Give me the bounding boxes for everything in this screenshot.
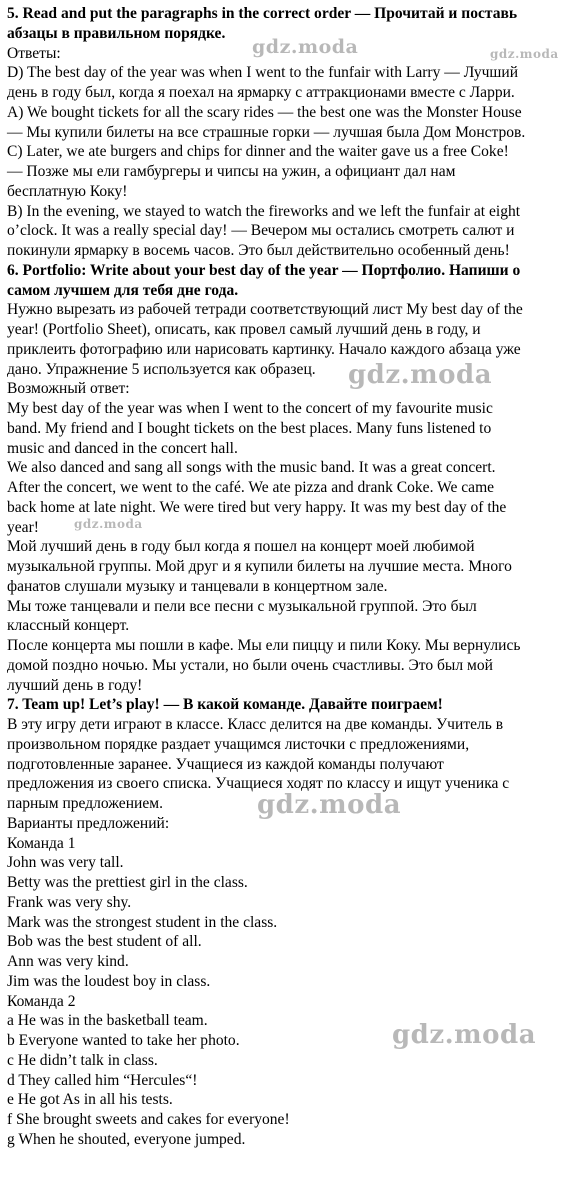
text-line: Ann was very kind. [7, 953, 129, 970]
text-line: music and danced in the concert hall. [7, 439, 238, 457]
text-line: We also danced and sang all songs with the music band. It was a great concert. [7, 459, 496, 477]
text-line: В эту игру дети играют в классе. Класс делится на две команды. Учитель в [7, 716, 504, 733]
section-heading-line: 6. Portfolio: Write about your best day of the year — Портфолио. Напиши о [7, 261, 521, 279]
text-line: e He got As in all his tests. [7, 1091, 173, 1109]
text-line: покинули ярмарку в восемь часов. Это был действительно особенный день! [7, 242, 510, 259]
text-line: Мы тоже танцевали и пели все песни с музыкальной группой. Это был [7, 597, 477, 615]
watermark: gdz.moda [257, 790, 402, 820]
text-line: Ответы: [7, 44, 61, 62]
section-heading-line: 5. Read and put the paragraphs in the correct order — Прочитай и поставь [7, 5, 518, 22]
text-line: My best day of the year was when I went to the concert of my favourite music [7, 400, 493, 417]
text-line: Betty was the prettiest girl in the class. [7, 874, 248, 891]
text-line: фанатов слушали музыку и танцевали в концертном зале. [7, 577, 388, 595]
section-heading-line: самом лучшем для тебя дне года. [7, 281, 239, 299]
text-line: year! [7, 518, 39, 536]
text-line: музыкальной группы. Мой друг и я купили билеты на лучшие места. Много [7, 558, 512, 575]
text-line: дано. Упражнение 5 используется как образец. [7, 360, 316, 378]
text-line: домой поздно ночью. Мы устали, но были очень счастливы. Это был мой [7, 656, 493, 674]
text-line: бесплатную Коку! [7, 182, 128, 200]
text-line: Возможный ответ: [7, 380, 130, 398]
text-line: предложения из своего списка. Учащиеся ходят по классу и ищут ученика с [7, 775, 510, 793]
text-line: Команда 1 [7, 834, 76, 852]
document-body [7, 4, 583, 1150]
text-line: f She brought sweets and cakes for everyone! [7, 1111, 290, 1128]
text-line: классный концерт. [7, 617, 130, 635]
text-line: Нужно вырезать из рабочей тетради соответствующий лист My best day of the [7, 301, 523, 319]
text-line: — Мы купили билеты на все страшные горки — лучшая была Дом Монстров. [7, 123, 526, 141]
text-line: g When he shouted, everyone jumped. [7, 1130, 246, 1148]
text-line: C) Later, we ate burgers and chips for dinner and the waiter gave us a free Coke! [7, 143, 509, 161]
text-line: b Everyone wanted to take her photo. [7, 1032, 240, 1049]
text-line: приклеить фотографию или нарисовать картинку. Начало каждого абзаца уже [7, 340, 521, 358]
text-line: подготовленные заранее. Учащиеся из каждой команды получают [7, 755, 444, 773]
text-line: year! (Portfolio Sheet), описать, как провел самый лучший день в году, и [7, 321, 481, 338]
text-line: лучший день в году! [7, 676, 143, 694]
text-line: После концерта мы пошли в кафе. Мы ели пиццу и пили Коку. Мы вернулись [7, 637, 521, 654]
text-line: a He was in the basketball team. [7, 1012, 208, 1030]
text-line: John was very tall. [7, 854, 124, 872]
text-line: Bob was the best student of all. [7, 933, 202, 951]
text-line: c He didn’t talk in class. [7, 1051, 158, 1069]
text-line: Mark was the strongest student in the class. [7, 913, 278, 931]
text-line: Команда 2 [7, 992, 76, 1010]
text-line: d They called him “Hercules“! [7, 1071, 198, 1089]
watermark: gdz.moda [252, 36, 359, 58]
watermark: gdz.moda [490, 47, 559, 61]
text-line: Frank was very shy. [7, 893, 132, 911]
text-line: After the concert, we went to the café. We ate pizza and drank Coke. We came [7, 479, 495, 496]
text-line: band. My friend and I bought tickets on the best places. Many funs listened to [7, 419, 492, 437]
text-line: парным предложением. [7, 795, 163, 812]
watermark: gdz.moda [348, 360, 493, 390]
text-line: Варианты предложений: [7, 814, 170, 832]
watermark: gdz.moda [74, 517, 143, 531]
text-line: o’clock. It was a really special day! — Вечером мы остались смотреть салют и [7, 222, 515, 240]
text-line: — Позже мы ели гамбургеры и чипсы на ужин, а официант дал нам [7, 163, 456, 180]
section-heading-line: 7. Team up! Let’s play! — В какой команде. Давайте поиграем! [7, 696, 443, 714]
text-line: произвольном порядке раздает учащимся листочки с предложениями, [7, 735, 470, 753]
text-line: день в году был, когда я поехал на ярмарку с аттракционами вместе с Ларри. [7, 84, 515, 101]
text-line: A) We bought tickets for all the scary rides — the best one was the Monster House [7, 103, 522, 121]
text-line: back home at late night. We were tired but very happy. It was my best day of the [7, 498, 507, 516]
section-heading-line: абзацы в правильном порядке. [7, 24, 226, 42]
watermark: gdz.moda [392, 1020, 537, 1050]
text-line: Мой лучший день в году был когда я пошел на концерт моей любимой [7, 538, 475, 556]
text-line: Jim was the loudest boy in class. [7, 972, 211, 990]
text-line: D) The best day of the year was when I went to the funfair with Larry — Лучший [7, 64, 519, 82]
text-line: B) In the evening, we stayed to watch the fireworks and we left the funfair at eight [7, 202, 521, 220]
